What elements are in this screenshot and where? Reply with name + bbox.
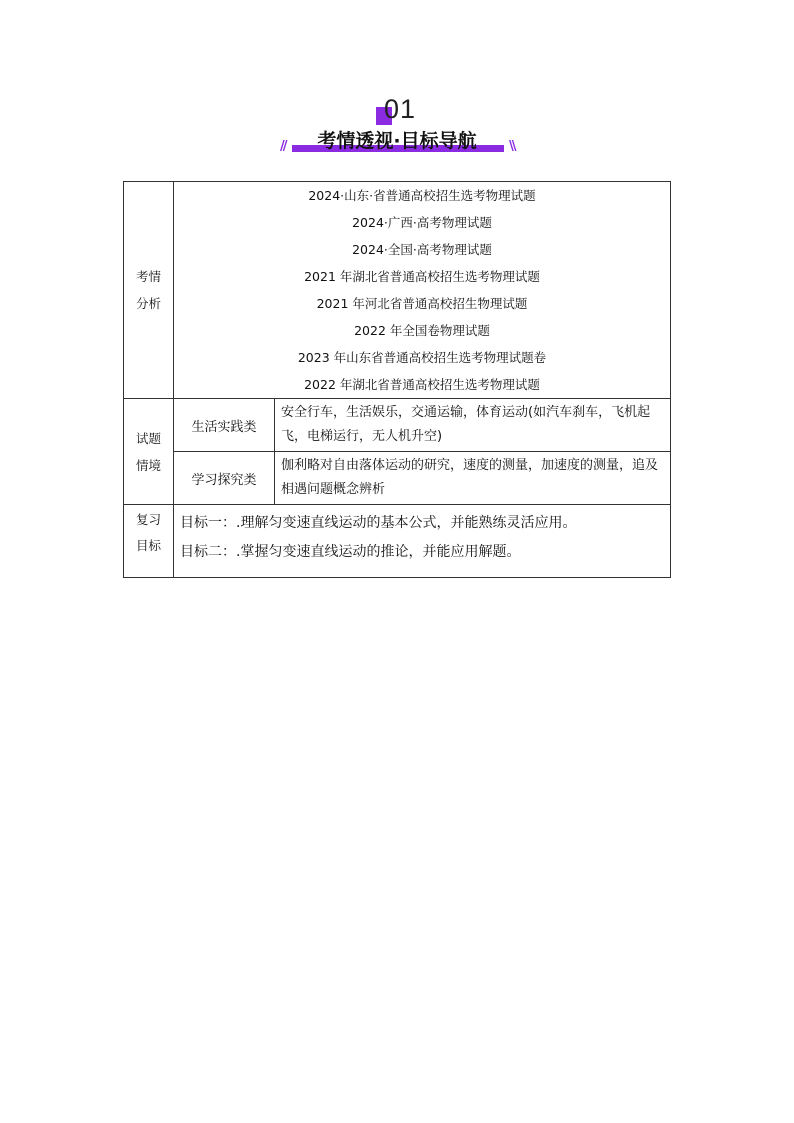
review-goal: 目标二：.掌握匀变速直线运动的推论，并能应用解题。 [180, 544, 521, 560]
analysis-item: 2023 年山东省普通高校招生选考物理试题卷 [297, 350, 547, 365]
scenario-label-line2: 情境 [135, 457, 161, 473]
analysis-item: 2024·山东·省普通高校招生选考物理试题 [308, 188, 536, 203]
scenario-content: 伽利略对自由落体运动的研究，速度的测量，加速度的测量，追及相遇问题概念辨析 [275, 452, 671, 505]
scenario-label-cell [124, 399, 174, 505]
review-row [124, 505, 671, 578]
analysis-item: 2022 年湖北省普通高校招生选考物理试题 [304, 377, 540, 392]
scenario-label-line1: 试题 [135, 430, 161, 446]
analysis-label-line1: 考情 [135, 269, 161, 284]
analysis-item: 2021 年湖北省普通高校招生选考物理试题 [304, 269, 540, 284]
analysis-row [124, 182, 671, 399]
analysis-list-cell [174, 182, 671, 399]
scenario-category: 学习探究类 [174, 452, 275, 505]
review-goals-cell [174, 505, 671, 578]
analysis-item: 2024·广西·高考物理试题 [352, 215, 492, 230]
left-slash-decoration: // [280, 139, 286, 154]
review-label-line1: 复习 [135, 512, 161, 527]
section-number [376, 94, 426, 126]
scenario-row [124, 399, 671, 452]
scenario-row [124, 452, 671, 505]
exam-analysis-table [123, 181, 671, 578]
section-title: 考情透视·目标导航 [317, 130, 477, 152]
scenario-category: 生活实践类 [174, 399, 275, 452]
section-header [0, 92, 794, 162]
right-slash-decoration: \\ [509, 139, 515, 154]
review-label-line2: 目标 [135, 538, 161, 553]
analysis-label-cell [124, 182, 174, 399]
analysis-item: 2024·全国·高考物理试题 [352, 242, 492, 257]
analysis-item: 2022 年全国卷物理试题 [354, 323, 490, 338]
section-number-text: 01 [384, 94, 417, 124]
analysis-label-line2: 分析 [135, 296, 161, 311]
review-goal: 目标一：.理解匀变速直线运动的基本公式，并能熟练灵活应用。 [180, 515, 577, 531]
scenario-content: 安全行车，生活娱乐，交通运输，体育运动(如汽车刹车，飞机起飞，电梯运行，无人机升空) [275, 399, 671, 452]
analysis-item: 2021 年河北省普通高校招生物理试题 [316, 296, 528, 311]
review-label-cell [124, 505, 174, 578]
